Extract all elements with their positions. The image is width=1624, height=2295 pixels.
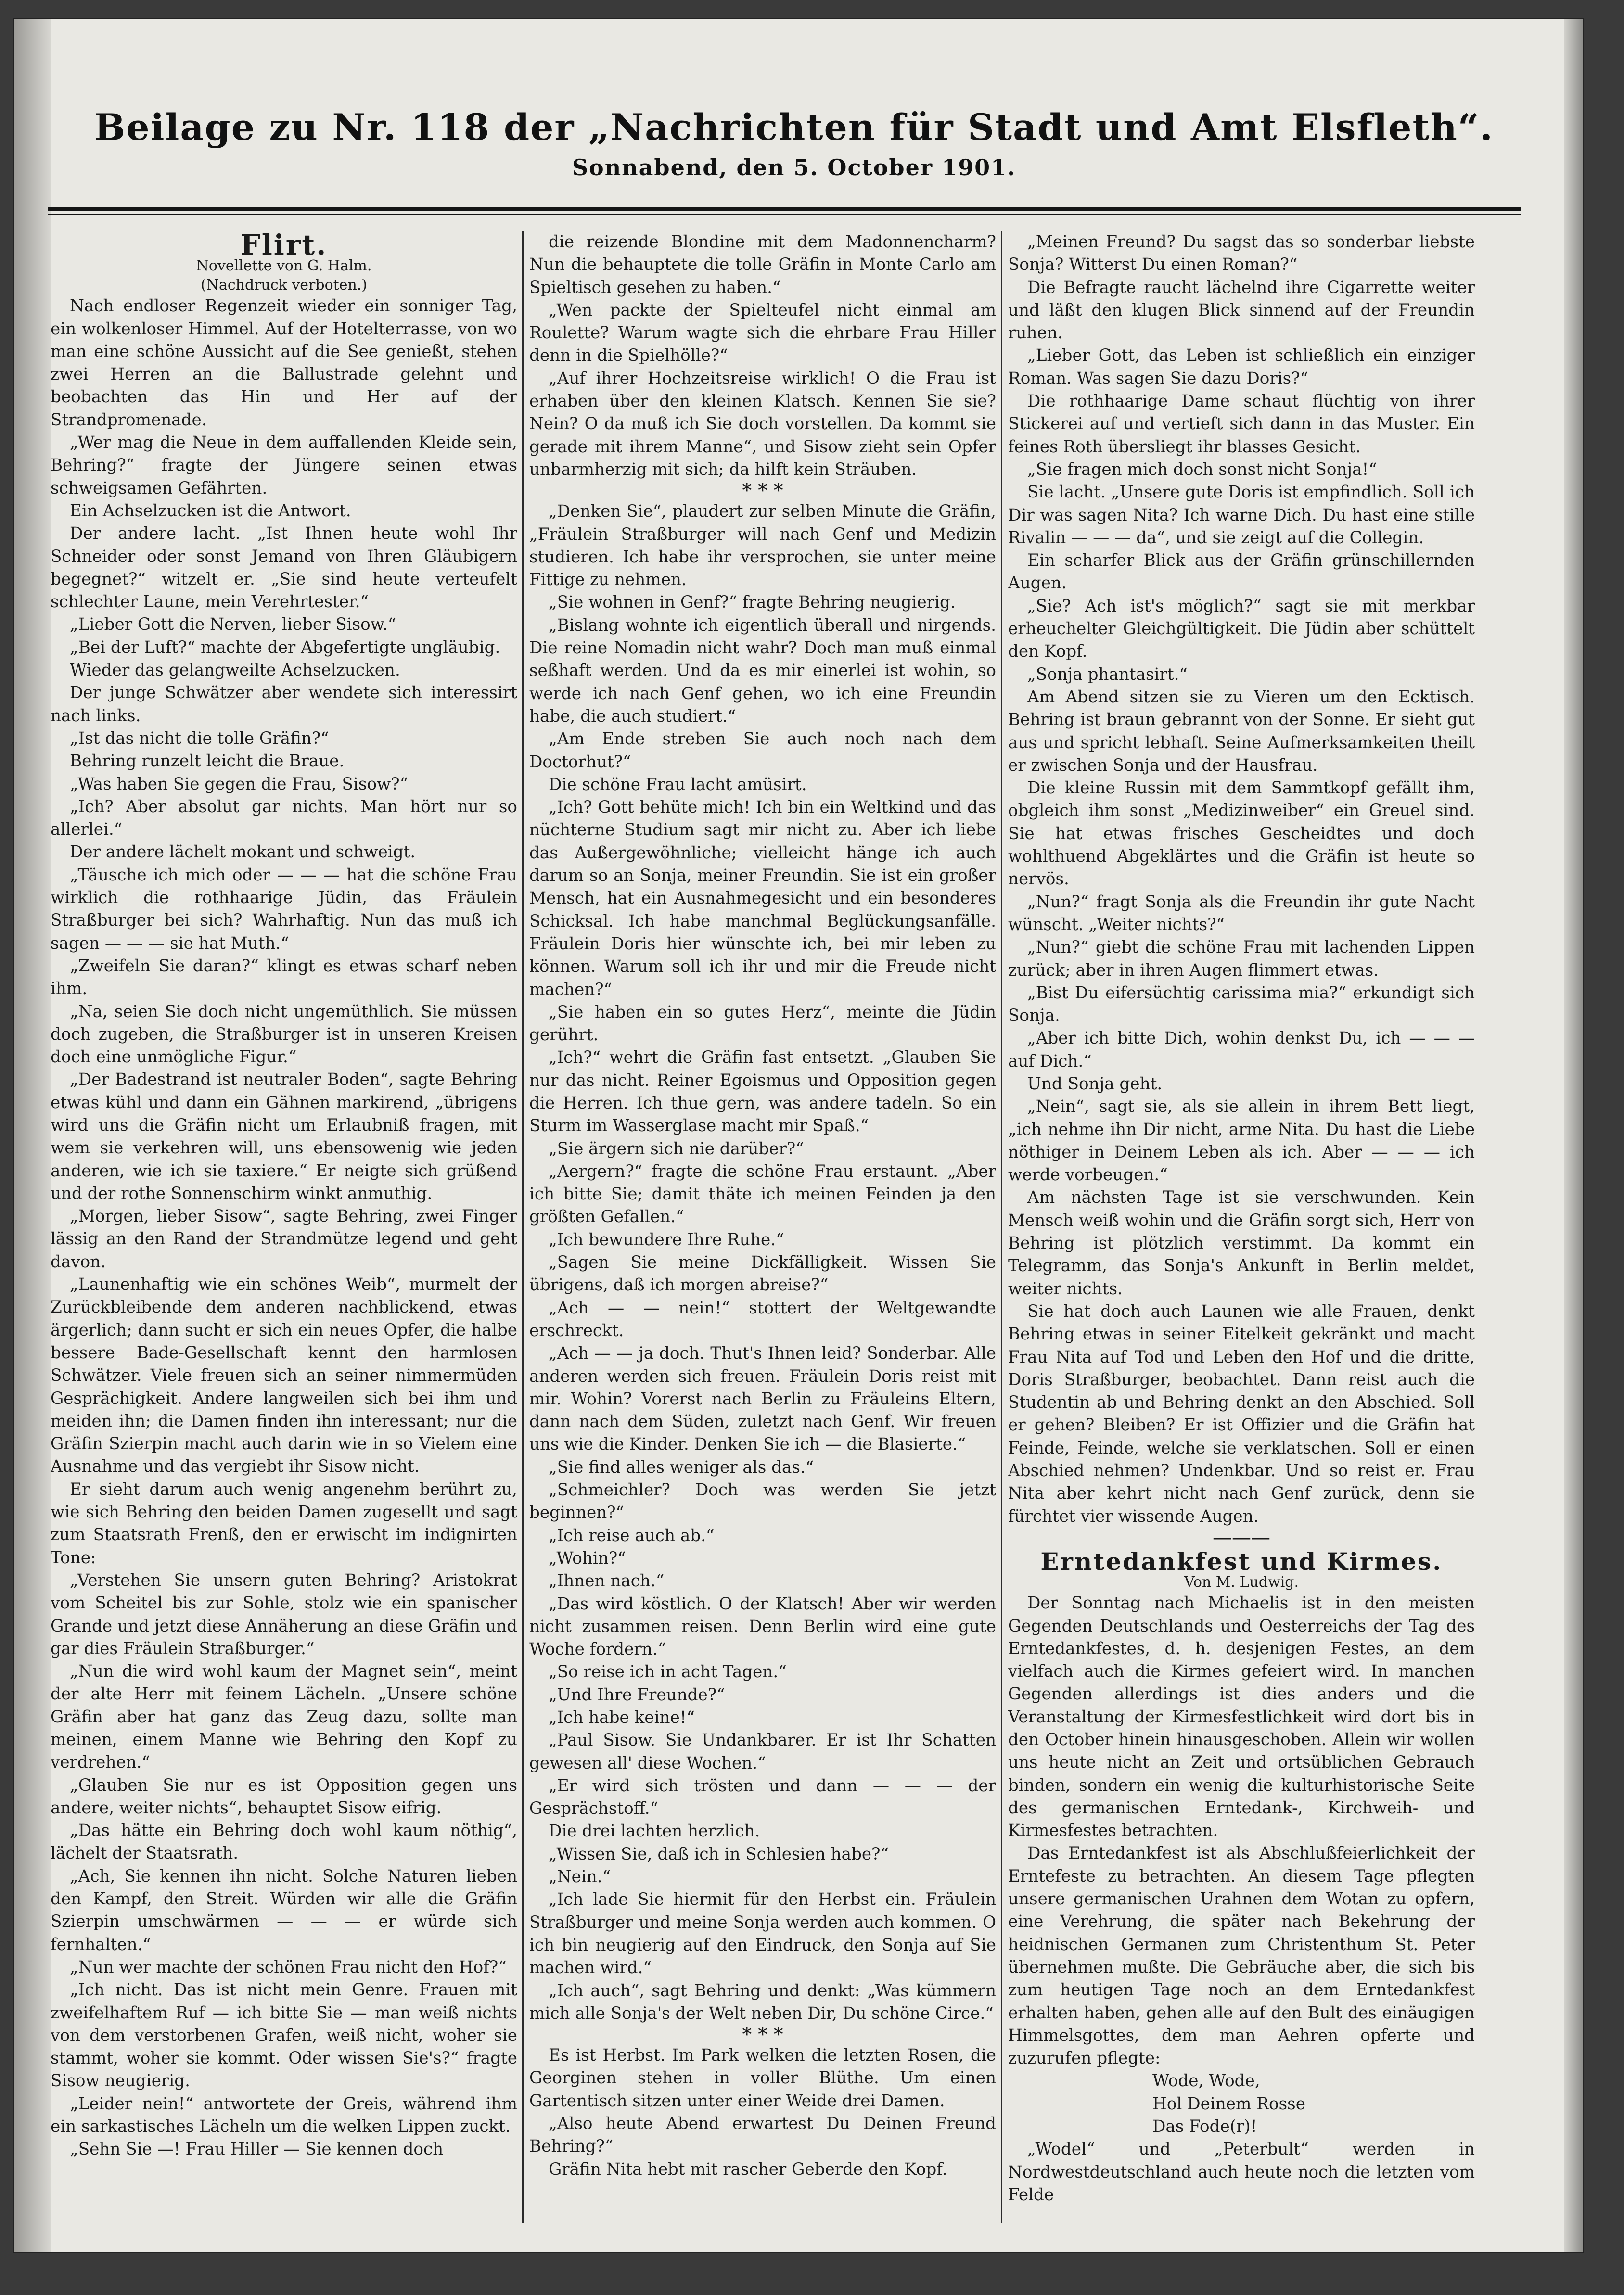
poem-line: Wode, Wode, (1152, 2071, 1260, 2091)
column-divider (522, 231, 524, 2223)
paragraph: „Wodel“ und „Peterbult“ werden in Nordwestdeutschland auch heute noch die letzten vom Felde (1008, 2140, 1475, 2205)
paragraph: „Launenhaftig wie ein schönes Weib“, murmelt der Zurückbleibende dem anderen nachblickend, etwas ärgerlich; dann sucht er sich ein neues Opfer, die halbe bessere Bade-Gesellschaft kennt den harmlosen Schwätzer. Viele freuen sich an seiner nimmermüden Gesprächigkeit. Andere langweilen sich bei ihm und meiden ihn; die Damen finden ihn interessant; nur die Gräfin Szierpin macht auch darin wie in so Vielem eine Ausnahme und das vergiebt ihr Sisow nicht. (51, 1275, 517, 1477)
paragraph: „Er wird sich trösten und dann — — — der Gesprächstoff.“ (529, 1776, 996, 1819)
paragraph: Das Erntedankfest ist als Abschlußfeierlichkeit der Erntefeste zu betrachten. An diesem Tage pflegten unsere germanischen Urahnen dem Wotan zu opfern, eine Verehrung, die später nach Bekehrung der heidnischen Germanen zum Christenthum St. Peter übernehmen mußte. Die Gebräuche aber, die sich bis zum heutigen Tage noch an dem Erntedankfest erhalten haben, gehen alle auf den Bult des einäugigen Himmelsgottes, dem man Aehren opferte und zuzurufen pflegte: (1008, 1844, 1475, 2068)
paragraph: „Sie? Ach ist's möglich?“ sagt sie mit merkbar erheuchelter Gleichgültigkeit. Die Jüdin aber schüttelt den Kopf. (1008, 596, 1475, 662)
paragraph: Sie lacht. „Unsere gute Doris ist empfindlich. Soll ich Dir was sagen Nita? Ich warne Dich. Du hast eine stille Rivalin — — — da“, und sie zeigt auf die Collegin. (1008, 483, 1475, 548)
paragraph: Die rothhaarige Dame schaut flüchtig von ihrer Stickerei auf und vertieft sich dann in das Muster. Ein feines Roth übersliegt ihr blasses Gesicht. (1008, 392, 1475, 457)
paragraph: Ein scharfer Blick aus der Gräfin grünschillernden Augen. (1008, 551, 1475, 593)
article-byline: Von M. Ludwig. (1184, 1574, 1299, 1591)
paragraph: Der Sonntag nach Michaelis ist in den meisten Gegenden Deutschlands und Oesterreichs der Tag des Erntedankfestes, d. h. desjenigen Festes, an dem vielfach auch die Kirmes gefeiert wird. In manchen Gegenden allerdings ist dies anders und die Veranstaltung der Kirmesfestlichkeit wird dort bis in den October hinein hinausgeschoben. Allein wir wollen uns heute nicht an Zeit und ortsüblichen Gebrauch binden, sondern ein wenig die kulturhistorische Seite des germanischen Erntedank-, Kirchweih- und Kirmesfestes betrachten. (1008, 1594, 1475, 1841)
paragraph: „Na, seien Sie doch nicht ungemüthlich. Sie müssen doch zugeben, die Straßburger ist in unseren Kreisen doch eine unmögliche Figur.“ (51, 1002, 517, 1067)
paragraph: „Ich auch“, sagt Behring und denkt: „Was kümmern mich alle Sonja's der Welt neben Dir, Du schöne Circe.“ (529, 1981, 996, 2023)
column-divider (1001, 231, 1002, 2223)
article-divider: ——— (1213, 1526, 1270, 1549)
paragraph: Die schöne Frau lacht amüsirt. (549, 775, 807, 794)
paragraph: Wieder das gelangweilte Achselzucken. (70, 661, 400, 680)
paragraph: „Sie fragen mich doch sonst nicht Sonja!“ (1027, 459, 1377, 479)
paragraph: Gräfin Nita hebt mit rascher Geberde den Kopf. (549, 2159, 947, 2179)
paragraph: „Schmeichler? Doch was werden Sie jetzt beginnen?“ (529, 1480, 996, 1523)
paragraph: die reizende Blondine mit dem Madonnencharm? Nun die behauptete die tolle Gräfin in Monte Carlo am Spieltisch gesehen zu haben.“ (529, 232, 996, 297)
paragraph: „Das wird köstlich. O der Klatsch! Aber wir werden nicht zusammen reisen. Denn Berlin wird eine gute Woche fordern.“ (529, 1594, 996, 1659)
paragraph: Der andere lacht. „Ist Ihnen heute wohl Ihr Schneider oder sonst Jemand von Ihren Gläubigern begegnet?“ witzelt er. „Sie sind heute verteufelt schlechter Laune, mein Verehrtester.“ (51, 524, 517, 612)
story-title: Flirt. (240, 231, 328, 261)
paragraph: „Aergern?“ fragte die schöne Frau erstaunt. „Aber ich bitte Sie; damit thäte ich meinen Feinden ja den größten Gefallen.“ (529, 1161, 996, 1227)
paragraph: Sie hat doch auch Launen wie alle Frauen, denkt Behring etwas in seiner Eitelkeit gekränkt und macht Frau Nita auf Tod und Leben den Hof und die dritte, Doris Straßburger, beobachtet. Dann reist auch die Studentin ab und Behring denkt an den Abschied. Soll er gehen? Bleiben? Er ist Offizier und die Gräfin hat Feinde, Feinde, welche sie verklatschen. Soll er einen Abschied nehmen? Undenkbar. Und so reist er. Frau Nita aber kehrt nicht nach Genf zurück, denn sie fürchtet vier wissende Augen. (1008, 1301, 1475, 1526)
paragraph: Nach endloser Regenzeit wieder ein sonniger Tag, ein wolkenloser Himmel. Auf der Hotelterrasse, von wo man eine schöne Aussicht auf die See genießt, stehen zwei Herren an die Ballustrade gelehnt und beobachten das Hin und Her auf der Strandpromenade. (51, 296, 517, 430)
paragraph: „Wohin?“ (549, 1548, 626, 1568)
paragraph: „Verstehen Sie unsern guten Behring? Aristokrat vom Scheitel bis zur Sohle, stolz wie ein spanischer Grande und jetzt diese Annäherung an diese Gräfin und gar dies Fräulein Straßburger.“ (51, 1570, 517, 1658)
paragraph: Ein Achselzucken ist die Antwort. (70, 501, 351, 521)
reprint-note: (Nachdruck verboten.) (200, 277, 368, 294)
paragraph: „Täusche ich mich oder — — — hat die schöne Frau wirklich die rothhaarige Jüdin, das Fräulein Straßburger bei sich? Wahrhaftig. Nun das muß ich sagen — — — sie hat Muth.“ (51, 865, 517, 953)
paragraph: Am Abend sitzen sie zu Vieren um den Ecktisch. Behring ist braun gebrannt von der Sonne. Er sieht gut aus und spricht lebhaft. Seine Aufmerksamkeiten theilt er zwischen Sonja und der Hausfrau. (1008, 687, 1475, 775)
paragraph: „Sagen Sie meine Dickfälligkeit. Wissen Sie übrigens, daß ich morgen abreise?“ (529, 1253, 996, 1295)
paragraph: „Wissen Sie, daß ich in Schlesien habe?“ (549, 1844, 889, 1864)
paragraph: „Lieber Gott, das Leben ist schließlich ein einziger Roman. Was sagen Sie dazu Doris?“ (1008, 346, 1475, 388)
paragraph: „Nun die wird wohl kaum der Magnet sein“, meint der alte Herr mit feinem Lächeln. „Unsere schöne Gräfin aber hat ganz das Zeug dazu, sollte man meinen, einem Manne wie Behring den Kopf zu verdrehen.“ (51, 1662, 517, 1772)
previous-page-edge (14, 19, 51, 2252)
paragraph: „Was haben Sie gegen die Frau, Sisow?“ (70, 774, 409, 794)
paragraph: „Ich? Gott behüte mich! Ich bin ein Weltkind und das nüchterne Studium sagt mir nicht zu. Aber ich liebe das Außergewöhnliche; vielleicht hänge ich auch darum so an Sonja, meiner Freundin. Sie ist ein großer Mensch, hat ein Ausnahmegesicht und ein besonderes Schicksal. Ich habe manchmal Beglückungsanfälle. Fräulein Doris hier wünschte ich, bei mir leben zu können. Warum soll ich ihr und mir die Freude nicht machen?“ (529, 798, 996, 999)
story-author: Novellette von G. Halm. (196, 257, 372, 275)
paragraph: „Sie ärgern sich nie darüber?“ (549, 1139, 804, 1159)
column-2 (529, 231, 996, 2223)
paragraph: Die drei lachten herzlich. (549, 1822, 760, 1841)
section-stars: * * * (742, 2024, 783, 2046)
paragraph: Und Sonja geht. (1027, 1074, 1163, 1094)
column-1 (51, 231, 517, 2223)
newspaper-page (14, 19, 1583, 2252)
paragraph: „Paul Sisow. Sie Undankbarer. Er ist Ihr Schatten gewesen all' diese Wochen.“ (529, 1731, 996, 1773)
paragraph: „Ich? Aber absolut gar nichts. Man hört nur so allerlei.“ (51, 797, 517, 840)
paragraph: „Ach, Sie kennen ihn nicht. Solche Naturen lieben den Kampf, den Streit. Würden wir alle die Gräfin Szierpin umschwärmen — — — er würde sich fernhalten.“ (51, 1866, 517, 1954)
paragraph: „Ich reise auch ab.“ (549, 1526, 715, 1545)
poem-line: Hol Deinem Rosse (1152, 2094, 1305, 2114)
paragraph: „Nun?“ fragt Sonja als die Freundin ihr gute Nacht wünscht. „Weiter nichts?“ (1008, 892, 1475, 934)
paragraph: Die Befragte raucht lächelnd ihre Cigarrette weiter und läßt den klugen Blick sinnend auf der Freundin ruhen. (1008, 278, 1475, 343)
paragraph: „Am Ende streben Sie auch noch nach dem Doctorhut?“ (529, 729, 996, 772)
supplement-title: Beilage zu Nr. 118 der „Nachrichten für Stadt und Amt Elsfleth“. (94, 106, 1494, 149)
paragraph: „Sehn Sie —! Frau Hiller — Sie kennen doch (70, 2140, 444, 2159)
paragraph: „Nun wer machte der schönen Frau nicht den Hof?“ (70, 1957, 507, 1977)
paragraph: Behring runzelt leicht die Braue. (70, 752, 345, 771)
paragraph: „Bei der Luft?“ machte der Abgefertigte ungläubig. (70, 638, 500, 657)
paragraph: „Bist Du eifersüchtig carissima mia?“ erkundigt sich Sonja. (1008, 983, 1475, 1026)
paragraph: „Wen packte der Spielteufel nicht einmal am Roulette? Warum wagte sich die ehrbare Frau Hiller denn in die Spielhölle?“ (529, 300, 996, 366)
paragraph: Die kleine Russin mit dem Sammtkopf gefällt ihm, obgleich ihm sonst „Medizinweiber“ ein Greuel sind. Sie hat etwas frisches Gescheidtes und doch wohlthuend Abgeklärtes und die Gräfin ist heute so nervös. (1008, 778, 1475, 889)
paragraph: „Sie find alles weniger als das.“ (549, 1457, 814, 1477)
paragraph: „Denken Sie“, plaudert zur selben Minute die Gräfin, „Fräulein Straßburger will nach Genf und Medizin studieren. Ich habe ihr versprochen, sie unter meine Fittige zu nehmen. (529, 502, 996, 590)
paragraph: „So reise ich in acht Tagen.“ (549, 1662, 787, 1682)
paragraph: „Ich bewundere Ihre Ruhe.“ (549, 1230, 784, 1250)
paragraph: Der andere lächelt mokant und schweigt. (70, 842, 416, 862)
paragraph: Der junge Schwätzer aber wendete sich interessirt nach links. (51, 683, 517, 726)
paragraph: „Ach — — nein!“ stottert der Weltgewandte erschreckt. (529, 1298, 996, 1340)
masthead (43, 106, 1545, 180)
issue-date: Sonnabend, den 5. October 1901. (572, 154, 1016, 180)
article-title: Erntedankfest und Kirmes. (1040, 1547, 1443, 1576)
paragraph: „Und Ihre Freunde?“ (549, 1685, 725, 1705)
paragraph: „Morgen, lieber Sisow“, sagte Behring, zwei Finger lässig an den Rand der Strandmütze legend und geht davon. (51, 1207, 517, 1272)
paragraph: „Nein.“ (549, 1867, 611, 1887)
paragraph: „Lieber Gott die Nerven, lieber Sisow.“ (70, 615, 396, 635)
paragraph: „Sie haben ein so gutes Herz“, meinte die Jüdin gerührt. (529, 1002, 996, 1045)
paragraph: „Meinen Freund? Du sagst das so sonderbar liebste Sonja? Witterst Du einen Roman?“ (1008, 232, 1475, 275)
paragraph: „Auf ihrer Hochzeitsreise wirklich! O die Frau ist erhaben über den kleinen Klatsch. Kennen Sie sie? Nein? O da muß ich Sie doch vorstellen. Da kommt sie gerade mit ihrem Manne“, und Sisow zieht sein Opfer unbarmherzig mit sich; da hilft kein Sträuben. (529, 369, 996, 479)
header-rule-thin (48, 214, 1521, 215)
paragraph: „Ich habe keine!“ (549, 1708, 695, 1727)
paragraph: „Sie wohnen in Genf?“ fragte Behring neugierig. (549, 593, 956, 612)
poem-line: Das Fode(r)! (1152, 2117, 1257, 2137)
paragraph: „Wer mag die Neue in dem auffallenden Kleide sein, Behring?“ fragte der Jüngere seinen etwas schweigsamen Gefährten. (51, 433, 517, 498)
column-3 (1008, 231, 1475, 2223)
paragraph: „Ist das nicht die tolle Gräfin?“ (70, 728, 329, 748)
paragraph: „Aber ich bitte Dich, wohin denkst Du, ich — — — auf Dich.“ (1008, 1029, 1475, 1071)
header-rule (48, 207, 1521, 211)
paragraph: „Also heute Abend erwartest Du Deinen Freund Behring?“ (529, 2114, 996, 2156)
page-edge (1564, 19, 1583, 2252)
paragraph: „Sonja phantasirt.“ (1027, 664, 1188, 684)
paragraph: „Das hätte ein Behring doch wohl kaum nöthig“, lächelt der Staatsrath. (51, 1821, 517, 1863)
paragraph: Er sieht darum auch wenig angenehm berührt zu, wie sich Behring den beiden Damen zugesellt und sagt zum Staatsrath Frenß, den er erwischt im indignirten Tone: (51, 1479, 517, 1568)
paragraph: „Ich?“ wehrt die Gräfin fast entsetzt. „Glauben Sie nur das nicht. Reiner Egoismus und Opposition gegen die Herren. Ich thue gern, was andere tadeln. So ein Sturm im Wasserglase macht mir Spaß.“ (529, 1048, 996, 1136)
paragraph: „Bislang wohnte ich eigentlich überall und nirgends. Die reine Nomadin nicht wahr? Doch man muß einmal seßhaft werden. Und da es mir einerlei ist wohin, so werde ich nach Genf gehen, wo ich eine Freundin habe, die auch studiert.“ (529, 615, 996, 726)
paragraph: „Ich lade Sie hiermit für den Herbst ein. Fräulein Straßburger und meine Sonja werden auch kommen. O ich bin neugierig auf den Eindruck, den Sonja auf Sie machen wird.“ (529, 1890, 996, 1978)
paragraph: Es ist Herbst. Im Park welken die letzten Rosen, die Georginen stehen in voller Blüthe. Um einen Gartentisch sitzen unter einer Weide drei Damen. (529, 2046, 996, 2111)
paragraph: Am nächsten Tage ist sie verschwunden. Kein Mensch weiß wohin und die Gräfin sorgt sich, Herr von Behring ist plötzlich verstimmt. Da kommt ein Telegramm, das Sonja's Ankunft in Berlin meldet, weiter nichts. (1008, 1188, 1475, 1299)
paragraph: „Nun?“ giebt die schöne Frau mit lachenden Lippen zurück; aber in ihren Augen flimmert etwas. (1008, 938, 1475, 980)
paragraph: „Glauben Sie nur es ist Opposition gegen uns andere, weiter nichts“, behauptet Sisow eifrig. (51, 1775, 517, 1818)
paragraph: „Nein“, sagt sie, als sie allein in ihrem Bett liegt, „ich nehme ihn Dir nicht, arme Nita. Du hast die Liebe nöthiger in Deinem Leben als ich. Aber — — — ich werde vorbeugen.“ (1008, 1097, 1475, 1185)
section-stars: * * * (742, 480, 783, 502)
paragraph: „Ach — — ja doch. Thut's Ihnen leid? Sonderbar. Alle anderen werden sich freuen. Fräulein Doris reist mit mir. Wohin? Vorerst nach Berlin zu Fräuleins Eltern, dann nach dem Süden, zuletzt nach Genf. Wir freuen uns wie die Kinder. Denken Sie ich — die Blasierte.“ (529, 1344, 996, 1454)
paragraph: „Ihnen nach.“ (549, 1571, 665, 1591)
paragraph: „Ich nicht. Das ist nicht mein Genre. Frauen mit zweifelhaftem Ruf — ich bitte Sie — man weiß nichts von dem verstorbenen Grafen, weiß nicht, woher sie stammt, woher sie kommt. Oder wissen Sie's?“ fragte Sisow neugierig. (51, 1980, 517, 2091)
paragraph: „Zweifeln Sie daran?“ klingt es etwas scharf neben ihm. (51, 956, 517, 999)
paragraph: „Leider nein!“ antwortete der Greis, während ihm ein sarkastisches Lächeln um die welken Lippen zuckt. (51, 2094, 517, 2137)
paragraph: „Der Badestrand ist neutraler Boden“, sagte Behring etwas kühl und dann ein Gähnen markirend, „übrigens wird uns die Gräfin nicht um Erlaubniß fragen, mit wem sie verkehren will, uns ebensowenig wie jeden anderen, wie ich sie taxiere.“ Er neigte sich grüßend und der rothe Sonnenschirm winkt anmuthig. (51, 1070, 517, 1203)
